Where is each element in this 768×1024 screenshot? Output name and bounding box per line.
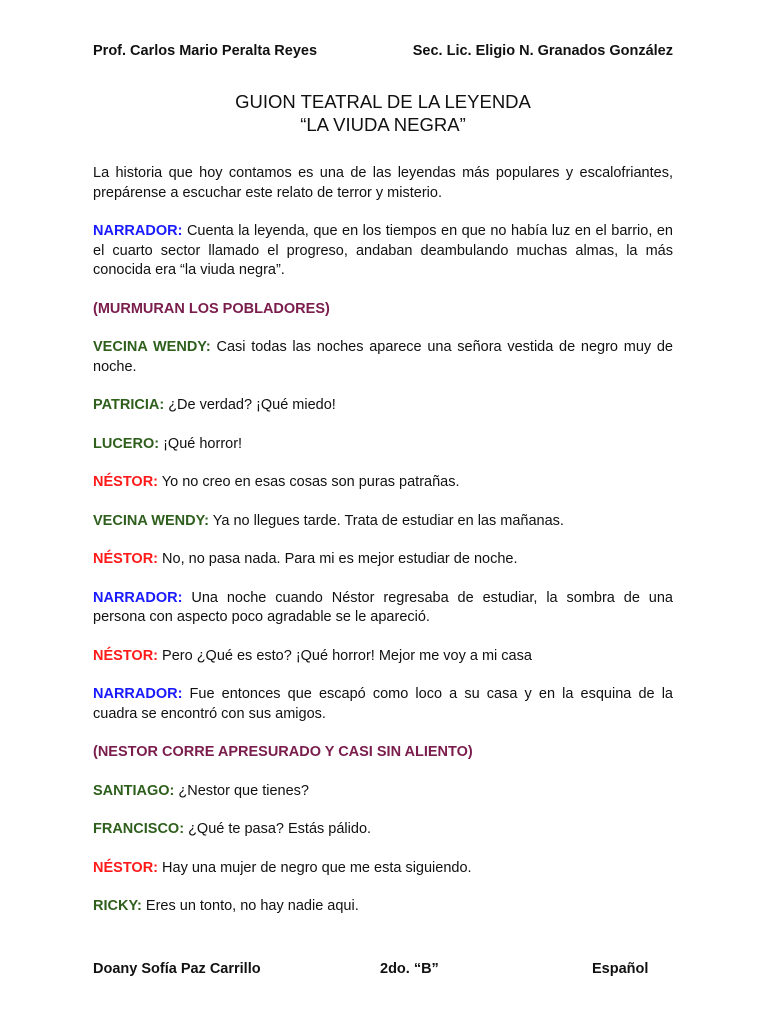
speaker-nestor: NÉSTOR:: [93, 647, 158, 664]
stage-direction: (NESTOR CORRE APRESURADO Y CASI SIN ALIENTO): [93, 744, 473, 760]
dialogue-text: Pero ¿Qué es esto? ¡Qué horror! Mejor me voy a mi casa: [162, 647, 532, 664]
dialogue-line: [93, 685, 673, 724]
dialogue-line: [93, 435, 673, 455]
dialogue-text: Una noche cuando Néstor regresaba de estudiar, la sombra de una persona con aspecto poco agradable se le apareció.: [93, 589, 673, 625]
speaker-nestor: NÉSTOR:: [93, 859, 158, 876]
dialogue-text: Yo no creo en esas cosas son puras patrañas.: [161, 474, 460, 490]
speaker-vecina-wendy: VECINA WENDY:: [93, 339, 211, 355]
dialogue-line: [93, 589, 673, 628]
dialogue-text: ¡Qué horror!: [163, 435, 243, 452]
dialogue-line: [93, 782, 673, 802]
dialogue-line: [93, 820, 673, 840]
student-name: Doany Sofía Paz Carrillo: [93, 961, 261, 977]
title-line-1: GUION TEATRAL DE LA LEYENDA: [235, 91, 531, 112]
school-name: Sec. Lic. Eligio N. Granados González: [412, 43, 673, 59]
dialogue-line: [93, 338, 673, 377]
grade-label: 2do. “B”: [380, 961, 439, 977]
author-name: Prof. Carlos Mario Peralta Reyes: [93, 43, 318, 59]
dialogue-line: [93, 473, 673, 493]
dialogue-text: Casi todas las noches aparece una señora vestida de negro muy de noche.: [93, 339, 673, 375]
dialogue-line: [93, 396, 673, 416]
dialogue-text: Hay una mujer de negro que me esta siguiendo.: [162, 859, 472, 876]
document-page: [93, 0, 673, 1024]
dialogue-text: ¿Qué te pasa? Estás pálido.: [188, 821, 372, 837]
dialogue-line: [93, 550, 673, 570]
speaker-vecina-wendy: VECINA WENDY:: [93, 512, 209, 529]
document-title: [93, 90, 673, 136]
dialogue-line: [93, 859, 673, 879]
dialogue-text: ¿Nestor que tienes?: [178, 782, 309, 799]
speaker-nestor: NÉSTOR:: [93, 474, 158, 490]
dialogue-line: [93, 512, 673, 532]
page-header: [93, 43, 673, 59]
dialogue-text: No, no pasa nada. Para mi es mejor estudiar de noche.: [162, 551, 518, 567]
dialogue-text: ¿De verdad? ¡Qué miedo!: [168, 397, 336, 413]
speaker-ricky: RICKY:: [93, 898, 142, 914]
speaker-narrador: NARRADOR:: [93, 686, 183, 702]
dialogue-line: [93, 647, 673, 667]
dialogue-text: Eres un tonto, no hay nadie aqui.: [145, 898, 359, 914]
title-line-2: “LA VIUDA NEGRA”: [300, 114, 466, 135]
subject-label: Español: [592, 961, 649, 977]
dialogue-line: [93, 897, 673, 917]
speaker-francisco: FRANCISCO:: [93, 821, 185, 837]
dialogue-line: [93, 222, 673, 281]
speaker-narrador: NARRADOR:: [93, 589, 183, 606]
script-body: [93, 164, 673, 936]
speaker-santiago: SANTIAGO:: [93, 782, 175, 799]
speaker-patricia: PATRICIA:: [93, 397, 165, 413]
speaker-lucero: LUCERO:: [93, 435, 160, 452]
dialogue-text: Cuenta la leyenda, que en los tiempos en que no había luz en el barrio, en el cuarto sector llamado el progreso, andaban deambulando muchas almas, la más conocida era “la viuda negra”.: [93, 223, 673, 278]
dialogue-text: Ya no llegues tarde. Trata de estudiar en las mañanas.: [212, 512, 564, 529]
dialogue-text: Fue entonces que escapó como loco a su casa y en la esquina de la cuadra se encontró con sus amigos.: [93, 686, 673, 722]
speaker-narrador: NARRADOR:: [93, 223, 183, 239]
speaker-nestor: NÉSTOR:: [93, 551, 158, 567]
stage-direction: (MURMURAN LOS POBLADORES): [93, 300, 330, 317]
intro-paragraph: La historia que hoy contamos es una de las leyendas más populares y escalofriantes, prepárense a escuchar este relato de terror y misterio.: [93, 165, 673, 201]
